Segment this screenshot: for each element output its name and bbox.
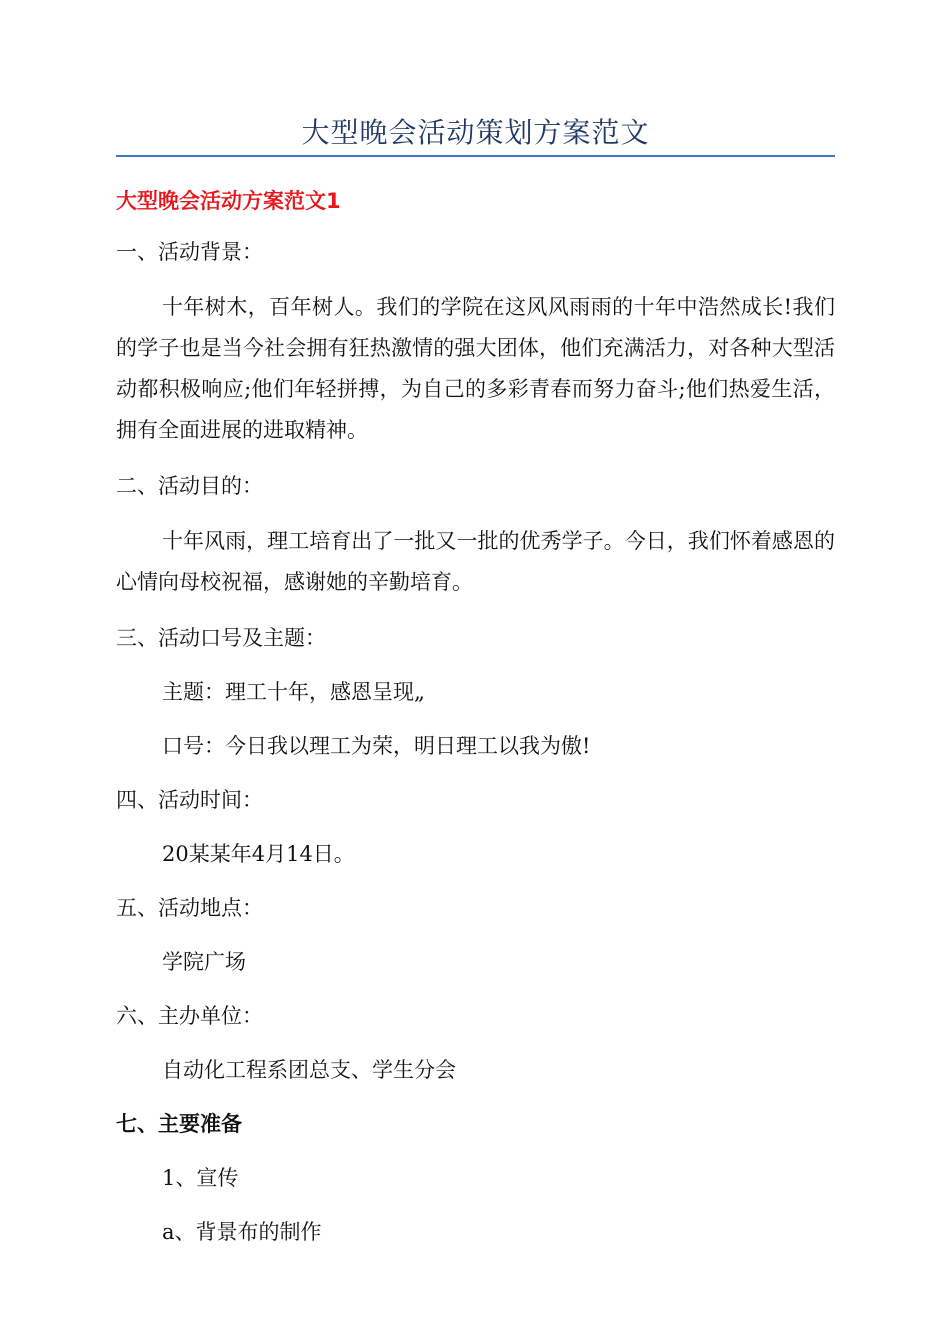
section-subtitle: 大型晚会活动方案范文1 <box>116 189 341 213</box>
prep-item-publicity: 1、宣传 <box>162 1166 239 1190</box>
heading-purpose: 二、活动目的： <box>116 474 263 498</box>
paragraph-purpose: 十年风雨，理工培育出了一批又一批的优秀学子。今日，我们怀着感恩的心情向母校祝福，感谢她的辛勤培育。 <box>116 529 835 594</box>
time-value: 20某某年4月14日。 <box>162 842 355 866</box>
document-title: 大型晚会活动策划方案范文 <box>301 116 650 149</box>
heading-organizer: 六、主办单位： <box>116 1004 263 1028</box>
document-page <box>116 112 835 1251</box>
heading-preparation: 七、主要准备 <box>116 1111 242 1136</box>
paragraph-background: 十年树木，百年树人。我们的学院在这风风雨雨的十年中浩然成长!我们的学子也是当今社会拥有狂热激情的强大团体，他们充满活力，对各种大型活动都积极响应;他们年轻拼搏，为自己的多彩青春而努力奋斗;他们热爱生活，拥有全面进展的进取精神。 <box>116 295 835 442</box>
title-underline <box>116 155 835 157</box>
slogan-line: 口号：今日我以理工为荣，明日理工以我为傲! <box>162 734 591 758</box>
location-value: 学院广场 <box>162 950 246 974</box>
prep-subitem-backdrop: a、背景布的制作 <box>162 1220 322 1244</box>
heading-background: 一、活动背景： <box>116 240 263 264</box>
organizer-value: 自动化工程系团总支、学生分会 <box>162 1058 456 1082</box>
heading-slogan-theme: 三、活动口号及主题： <box>116 626 326 650</box>
heading-time: 四、活动时间： <box>116 788 263 812</box>
heading-location: 五、活动地点： <box>116 896 263 920</box>
theme-line: 主题：理工十年，感恩呈现„ <box>162 680 425 704</box>
